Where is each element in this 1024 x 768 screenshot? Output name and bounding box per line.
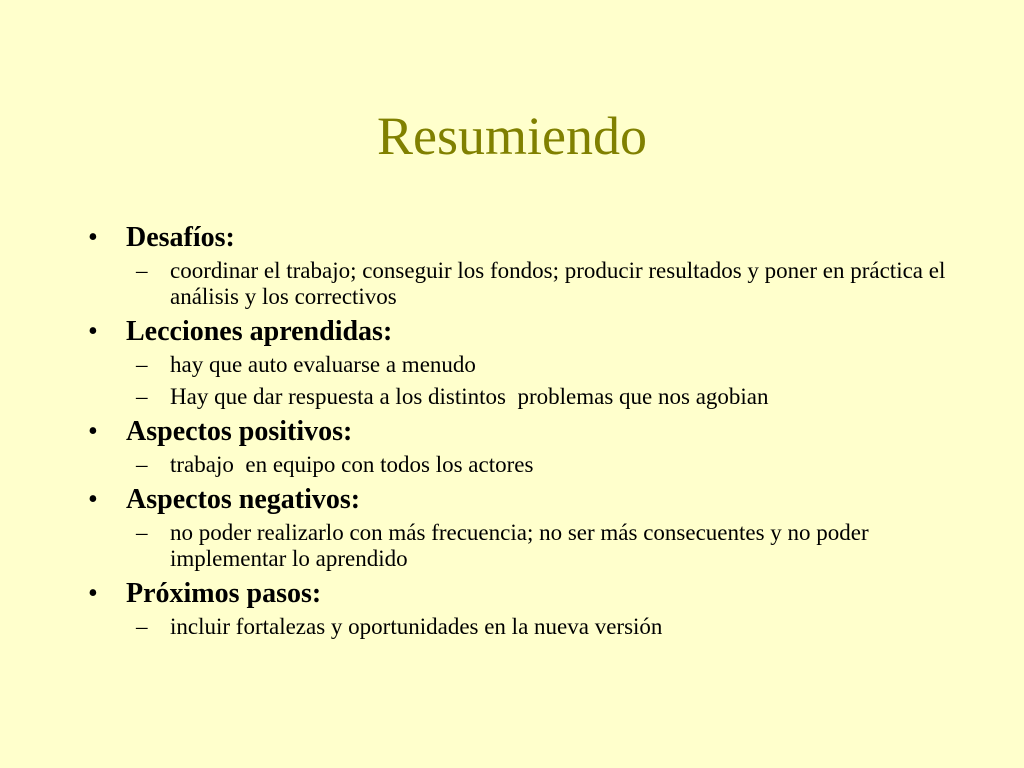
list-item [88,614,988,640]
list-item-text: hay que auto evaluarse a menudo [170,352,476,377]
section-proximos [88,578,988,610]
dash-icon: – [136,452,148,477]
section-items [88,352,988,410]
list-item-text: incluir fortalezas y oportunidades en la nueva versión [170,614,663,639]
dash-icon: – [136,384,148,409]
bullet-icon: • [88,578,98,609]
bullet-icon: • [88,222,98,253]
slide-content [88,222,988,640]
list-item [88,352,988,378]
dash-icon: – [136,352,148,377]
section-positivos [88,416,988,448]
section-heading: Aspectos positivos: [126,416,353,447]
dash-icon: – [136,520,148,545]
section-items [88,614,988,640]
section-items [88,452,988,478]
section-heading: Próximos pasos: [126,578,322,609]
section-lecciones [88,316,988,348]
bullet-icon: • [88,316,98,347]
section-negativos [88,484,988,516]
section-heading: Aspectos negativos: [126,484,361,515]
bullet-icon: • [88,416,98,447]
list-item-text: trabajo en equipo con todos los actores [170,452,534,477]
section-items [88,520,988,572]
section-items [88,258,988,310]
list-item [88,258,988,310]
section-desafios [88,222,988,254]
bullet-icon: • [88,484,98,515]
section-heading: Lecciones aprendidas: [126,316,393,347]
list-item [88,452,988,478]
list-item-text: no poder realizarlo con más frecuencia; no ser más consecuentes y no poder implementar lo aprendido [170,520,869,571]
slide-title: Resumiendo [377,106,647,166]
dash-icon: – [136,614,148,639]
dash-icon: – [136,258,148,283]
list-item-text: Hay que dar respuesta a los distintos problemas que nos agobian [170,384,769,409]
list-item [88,384,988,410]
section-heading: Desafíos: [126,222,235,253]
list-item [88,520,988,572]
list-item-text: coordinar el trabajo; conseguir los fondos; producir resultados y poner en práctica el análisis y los correctivos [170,258,946,309]
